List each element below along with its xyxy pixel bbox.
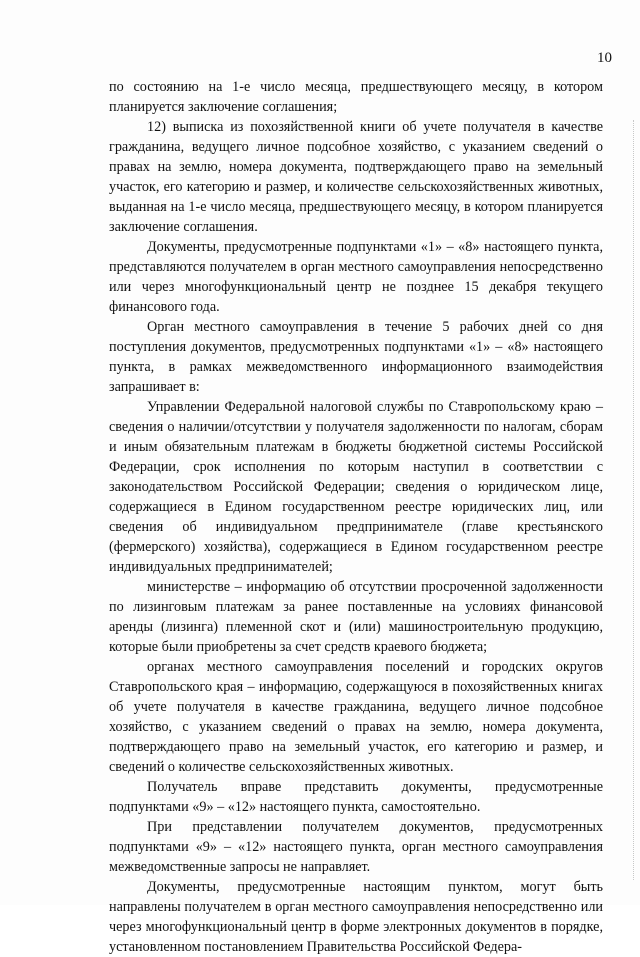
- paragraph-documents-submission: Документы, предусмотренные подпунктами «1» – «8» настоящего пункта, представляются получателем в орган местного самоуправления непосредственно или через многофункциональный центр не позднее 15 декабря текущего финансового года.: [109, 239, 603, 315]
- paragraph-electronic-documents: Документы, предусмотренные настоящим пунктом, могут быть направлены получателем в орган местного самоуправления непосредственно или через многофункциональный центр в форме электронных документов в порядке, установленном постановлением Правительства Российской Федера-: [109, 879, 603, 955]
- paragraph-no-requests: При представлении получателем документов, предусмотренных подпунктами «9» – «12» настоящего пункта, орган местного самоуправления межведомственные запросы не направляет.: [109, 819, 603, 875]
- paragraph-item-12: 12) выписка из похозяйственной книги об учете получателя в качестве гражданина, ведущего личное подсобное хозяйство, с указанием сведений о правах на землю, номера документа, подтверждающего право на земельный участок, его категорию и размер, и количестве сельскохозяйственных животных, выданная на 1-е число месяца, предшествующего месяцу, в котором планируется заключение соглашения.: [109, 119, 603, 235]
- document-body: [109, 77, 603, 957]
- paragraph-tax-service: Управлении Федеральной налоговой службы по Ставропольскому краю – сведения о наличии/отсутствии у получателя задолженности по налогам, сборам и иным обязательным платежам в бюджеты бюджетной системы Российской Федерации, срок исполнения по которым наступил в соответствии с законодательством Российской Федерации; сведения о юридическом лице, содержащиеся в Едином государственном реестре юридических лиц, или сведения об индивидуальном предпринимателе (главе крестьянского (фермерского) хозяйства), содержащиеся в Едином государственном реестре индивидуальных предпринимателей;: [109, 399, 603, 575]
- paragraph-local-government: органах местного самоуправления поселений и городских округов Ставропольского края – информацию, содержащуюся в похозяйственных книгах об учете получателя в качестве гражданина, ведущего личное подсобное хозяйство, с указанием сведений о правах на землю, номера документа, подтверждающего право на земельный участок, его категорию и размер, и сведений о количестве сельскохозяйственных животных.: [109, 659, 603, 775]
- paragraph-ministry: министерстве – информацию об отсутствии просроченной задолженности по лизинговым платежам за ранее поставленные на условиях финансовой аренды (лизинга) племенной скот и (или) машиностроительную продукцию, которые были приобретены за счет средств краевого бюджета;: [109, 579, 603, 655]
- paragraph-interagency-request: Орган местного самоуправления в течение 5 рабочих дней со дня поступления документов, предусмотренных подпунктами «1» – «8» настоящего пункта, в рамках межведомственного информационного взаимодействия запрашивает в:: [109, 319, 603, 395]
- paragraph-recipient-right: Получатель вправе представить документы, предусмотренные подпунктами «9» – «12» настоящего пункта, самостоятельно.: [109, 779, 603, 815]
- scan-edge-dots: [631, 120, 634, 880]
- paragraph-continuation: по состоянию на 1-е число месяца, предшествующего месяцу, в котором планируется заключение соглашения;: [109, 79, 603, 115]
- page-number: 10: [597, 50, 612, 66]
